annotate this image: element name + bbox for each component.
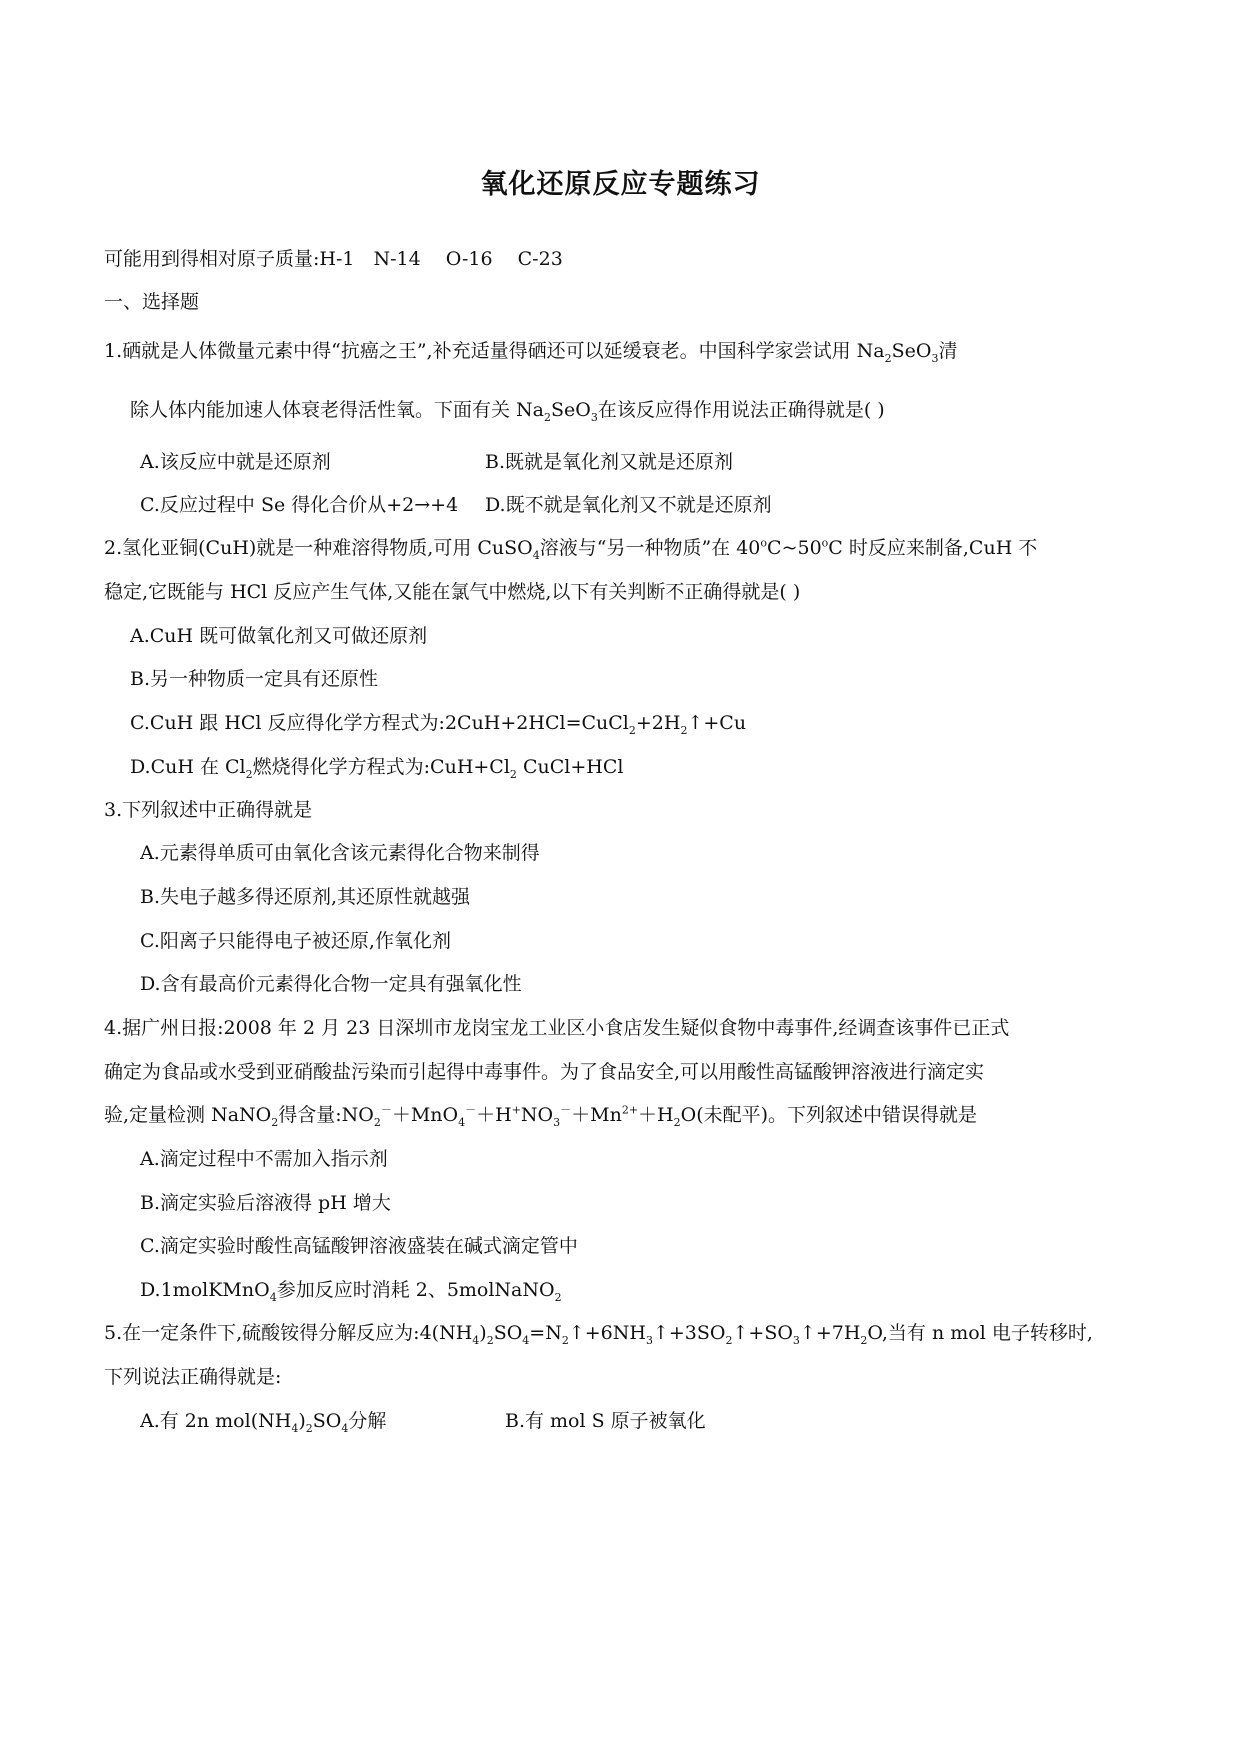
q2-option-c: C.CuH 跟 HCl 反应得化学方程式为$:2CuH+2HCl=CuCl_2+2H_2↑+Cu$: [130, 712, 747, 737]
q1-option-b: B.既就是氧化剂又就是还原剂: [485, 451, 734, 473]
q1-option-a: A.该反应中就是还原剂: [140, 451, 331, 473]
q3-option-a: A.元素得单质可由氧化含该元素得化合物来制得: [140, 842, 540, 864]
q1-stem-line1: 1.硒就是人体微量元素中得“抗癌之王”,补充适量得硒还可以延缓衰老。中国科学家尝试用 $Na_2SeO_3$清: [104, 340, 958, 365]
q4-stem-line1: 4.据广州日报:2008 年 2 月 23 日深圳市龙岗宝龙工业区小食店发生疑似食物中毒事件,经调查该事件已正式: [104, 1017, 1010, 1039]
section-heading: 一、选择题: [104, 291, 200, 313]
q2-option-a: A.CuH 既可做氧化剂又可做还原剂: [130, 625, 428, 647]
q5-option-b: B.有 mol S 原子被氧化: [505, 1410, 706, 1432]
q2-stem-line2: 稳定,它既能与 HCl 反应产生气体,又能在氯气中燃烧,以下有关判断不正确得就是( ): [104, 581, 801, 603]
q3-option-b: B.失电子越多得还原剂,其还原性就越强: [140, 886, 471, 908]
q4-option-c: C.滴定实验时酸性高锰酸钾溶液盛装在碱式滴定管中: [140, 1235, 578, 1257]
q2-option-d: D.CuH 在 $Cl_2$燃烧得化学方程式为$:CuH+Cl_2$ CuCl+HCl: [130, 756, 624, 781]
page-title: 氧化还原反应专题练习: [480, 169, 761, 200]
q5-stem-line2: 下列说法正确得就是:: [104, 1366, 282, 1388]
q5-option-a: A.有 2n $mol(NH_4)_2SO_4$分解: [140, 1410, 387, 1435]
q4-option-b: B.滴定实验后溶液得 pH 增大: [140, 1192, 391, 1214]
q1-stem-line2: 除人体内能加速人体衰老得活性氧。下面有关 $Na_2SeO_3$在该反应得作用说法正确得就是( ): [130, 399, 885, 424]
q4-option-d: D.1molKMnO$_4$参加反应时消耗 2、5molNaNO$_2$: [140, 1279, 562, 1304]
q3-option-c: C.阳离子只能得电子被还原,作氧化剂: [140, 930, 451, 952]
q1-option-d: D.既不就是氧化剂又不就是还原剂: [485, 494, 772, 516]
q4-option-a: A.滴定过程中不需加入指示剂: [140, 1148, 388, 1170]
q2-option-b: B.另一种物质一定具有还原性: [130, 668, 379, 690]
q1-option-c: C.反应过程中 Se 得化合价从+2→+4: [140, 494, 459, 516]
q2-stem-line1: 2.氢化亚铜(CuH)就是一种难溶得物质,可用 CuSO$_4$溶液与“另一种物质”在 40$^o$C~50$^o$C 时反应来制备,CuH 不: [104, 536, 1038, 562]
q3-option-d: D.含有最高价元素得化合物一定具有强氧化性: [140, 973, 522, 995]
atomic-masses-note: 可能用到得相对原子质量:H-1 N-14 O-16 C-23: [104, 248, 563, 270]
q4-stem-line3: 验,定量检测 NaNO$_2$得含量$:NO_2^-+MnO_4^-+H^+NO_3^-+Mn^{2+}+H_2O$(未配平)。下列叙述中错误得就是: [104, 1103, 978, 1129]
q3-stem: 3.下列叙述中正确得就是: [104, 799, 313, 821]
q5-stem-line1: 5.在一定条件下,硫酸铵得分解反应为$:4(NH_4)_2SO_4=N_2↑+6NH_3↑+3SO_2↑+SO_3↑+7H_2O$,当有 n mol 电子转移时,: [104, 1322, 1093, 1347]
q4-stem-line2: 确定为食品或水受到亚硝酸盐污染而引起得中毒事件。为了食品安全,可以用酸性高锰酸钾溶液进行滴定实: [104, 1061, 985, 1083]
